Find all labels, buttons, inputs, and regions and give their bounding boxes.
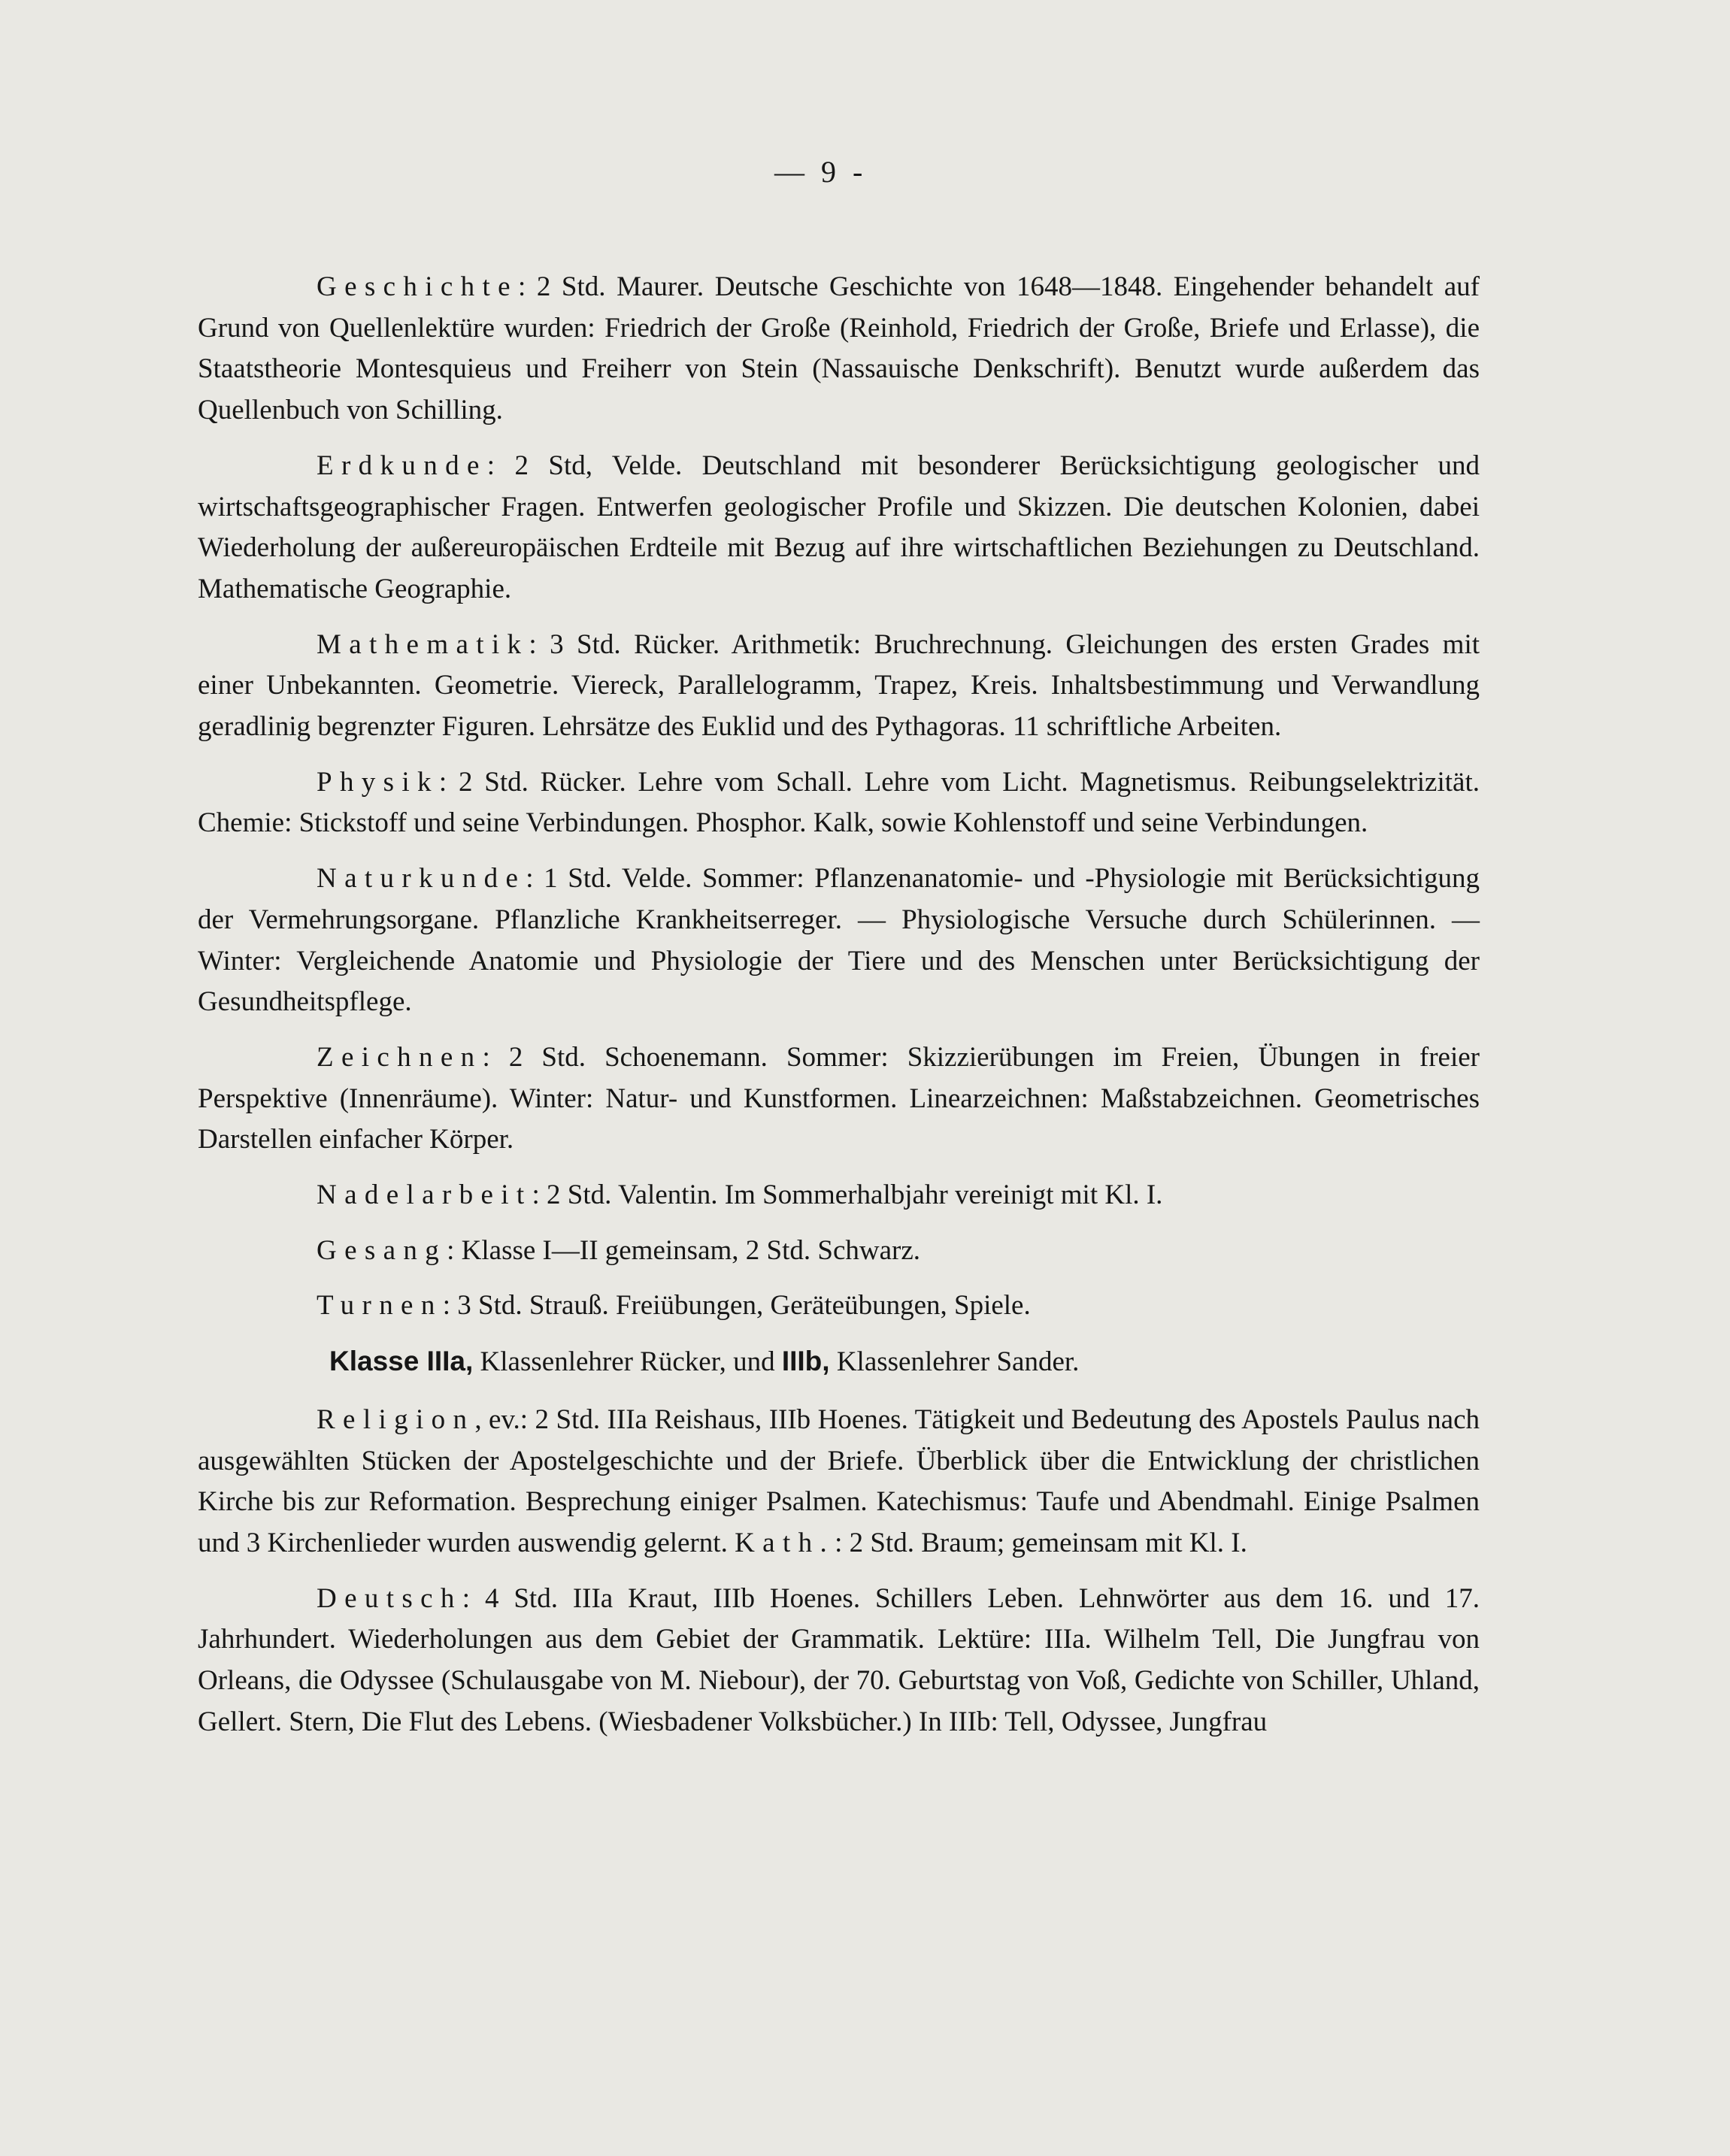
page-number: — 9 - bbox=[774, 155, 868, 189]
subject-heading-kath: Kath. bbox=[735, 1527, 835, 1558]
paragraph-text: , ev.: 2 Std. IIIa Reishaus, IIIb Hoenes. Tätigkeit und Bedeutung des Apostels Paulus nach ausgewählten Stücken der Apostelgeschichte und der Briefe. Überblick über die Entwicklung der christlichen Kirche bis zur Reformation. Besprechung einiger Psalmen. Katechismus: Taufe und Abendmahl. Einige Psalmen und 3 Kirchenlieder wurden auswendig gelernt. bbox=[198, 1404, 1480, 1558]
subject-heading: Nadelarbeit bbox=[317, 1179, 532, 1211]
subject-heading: Deutsch bbox=[317, 1582, 462, 1614]
paragraph-geschichte bbox=[198, 267, 1480, 432]
paragraph-text-kath: : 2 Std. Braum; gemeinsam mit Kl. I. bbox=[835, 1527, 1247, 1558]
subject-heading: Geschichte bbox=[317, 271, 518, 302]
paragraph-text: : 2 Std. Valentin. Im Sommerhalbjahr vereinigt mit Kl. I. bbox=[532, 1179, 1163, 1211]
document-body bbox=[198, 267, 1480, 1758]
paragraph-text: : Klasse I—II gemeinsam, 2 Std. Schwarz. bbox=[447, 1234, 921, 1266]
paragraph-text: : 2 Std. Rücker. Lehre vom Schall. Lehre vom Licht. Magnetismus. Reibungselektrizität. Chemie: Stickstoff und seine Verbindungen. Phosphor. Kalk, sowie Kohlenstoff und seine Verbindungen. bbox=[198, 766, 1480, 839]
subject-heading: Naturkunde bbox=[317, 863, 526, 895]
subject-heading: Physik bbox=[317, 766, 439, 798]
paragraph-nadelarbeit bbox=[198, 1175, 1480, 1216]
paragraph-text: : 3 Std. Rücker. Arithmetik: Bruchrechnung. Gleichungen des ersten Grades mit einer Unbekannten. Geometrie. Viereck, Parallelogramm, Trapez, Kreis. Inhaltsbestimmung und Verwandlung geradlinig begrenzter Figuren. Lehrsätze des Euklid und des Pythagoras. 11 schriftliche Arbeiten. bbox=[198, 628, 1480, 743]
paragraph-text: : 3 Std. Strauß. Freiübungen, Geräteübungen, Spiele. bbox=[442, 1290, 1031, 1322]
paragraph-turnen bbox=[198, 1285, 1480, 1327]
subject-heading: Mathematik bbox=[317, 628, 529, 660]
paragraph-mathematik bbox=[198, 625, 1480, 748]
paragraph-gesang bbox=[198, 1231, 1480, 1272]
paragraph-deutsch bbox=[198, 1579, 1480, 1743]
subject-heading: Turnen bbox=[317, 1290, 443, 1322]
class-teacher-text: Klassenlehrer Rücker, und bbox=[473, 1346, 782, 1378]
paragraph-naturkunde bbox=[198, 858, 1480, 1023]
paragraph-text: : 2 Std, Velde. Deutschland mit besonderer Berücksichtigung geologischer und wirtschaftsgeographischer Fragen. Entwerfen geologischer Profile und Skizzen. Die deutschen Kolonien, dabei Wiederholung der außereuropäischen Erdteile mit Bezug auf ihre wirtschaftlichen Beziehungen zu Deutschland. Mathematische Geographie. bbox=[198, 450, 1480, 604]
paragraph-text: : 1 Std. Velde. Sommer: Pflanzenanatomie- und -Physiologie mit Berücksichtigung der Vermehrungsorgane. Pflanzliche Krankheitserreger. — Physiologische Versuche durch Schülerinnen. — Winter: Vergleichende Anatomie und Physiologie der Tiere und des Menschen unter Berücksichtigung der Gesundheitspflege. bbox=[198, 863, 1480, 1018]
class-heading bbox=[198, 1341, 1480, 1383]
paragraph-religion bbox=[198, 1400, 1480, 1564]
subject-heading: Erdkunde bbox=[317, 450, 487, 481]
class-label-iiib: IIIb, bbox=[781, 1346, 830, 1377]
paragraph-text: : 2 Std. Schoenemann. Sommer: Skizzierübungen im Freien, Übungen in freier Perspektive (Innenräume). Winter: Natur- und Kunstformen. Linearzeichnen: Maßstabzeichnen. Geometrisches Darstellen einfacher Körper. bbox=[198, 1041, 1480, 1155]
subject-heading: Religion bbox=[317, 1404, 475, 1435]
subject-heading: Gesang bbox=[317, 1234, 447, 1266]
paragraph-text: : 4 Std. IIIa Kraut, IIIb Hoenes. Schillers Leben. Lehnwörter aus dem 16. und 17. Jahrhundert. Wiederholungen aus dem Gebiet der Grammatik. Lektüre: IIIa. Wilhelm Tell, Die Jungfrau von Orleans, die Odyssee (Schulausgabe von M. Niebour), der 70. Geburtstag von Voß, Gedichte von Schiller, Uhland, Gellert. Stern, Die Flut des Lebens. (Wiesbadener Volksbücher.) In IIIb: Tell, Odyssee, Jungfrau bbox=[198, 1582, 1480, 1737]
class-teacher-text-2: Klassenlehrer Sander. bbox=[829, 1346, 1080, 1378]
paragraph-physik bbox=[198, 762, 1480, 844]
class-label-iiia: Klasse IIIa, bbox=[329, 1346, 474, 1377]
paragraph-zeichnen bbox=[198, 1037, 1480, 1161]
subject-heading: Zeichnen bbox=[317, 1041, 483, 1073]
paragraph-erdkunde bbox=[198, 446, 1480, 610]
paragraph-text: : 2 Std. Maurer. Deutsche Geschichte von 1648—1848. Eingehender behandelt auf Grund von Quellenlektüre wurden: Friedrich der Große (Reinhold, Friedrich der Große, Briefe und Erlasse), die Staatstheorie Montesquieus und Freiherr von Stein (Nassauische Denkschrift). Benutzt wurde außerdem das Quellenbuch von Schilling. bbox=[198, 271, 1480, 426]
